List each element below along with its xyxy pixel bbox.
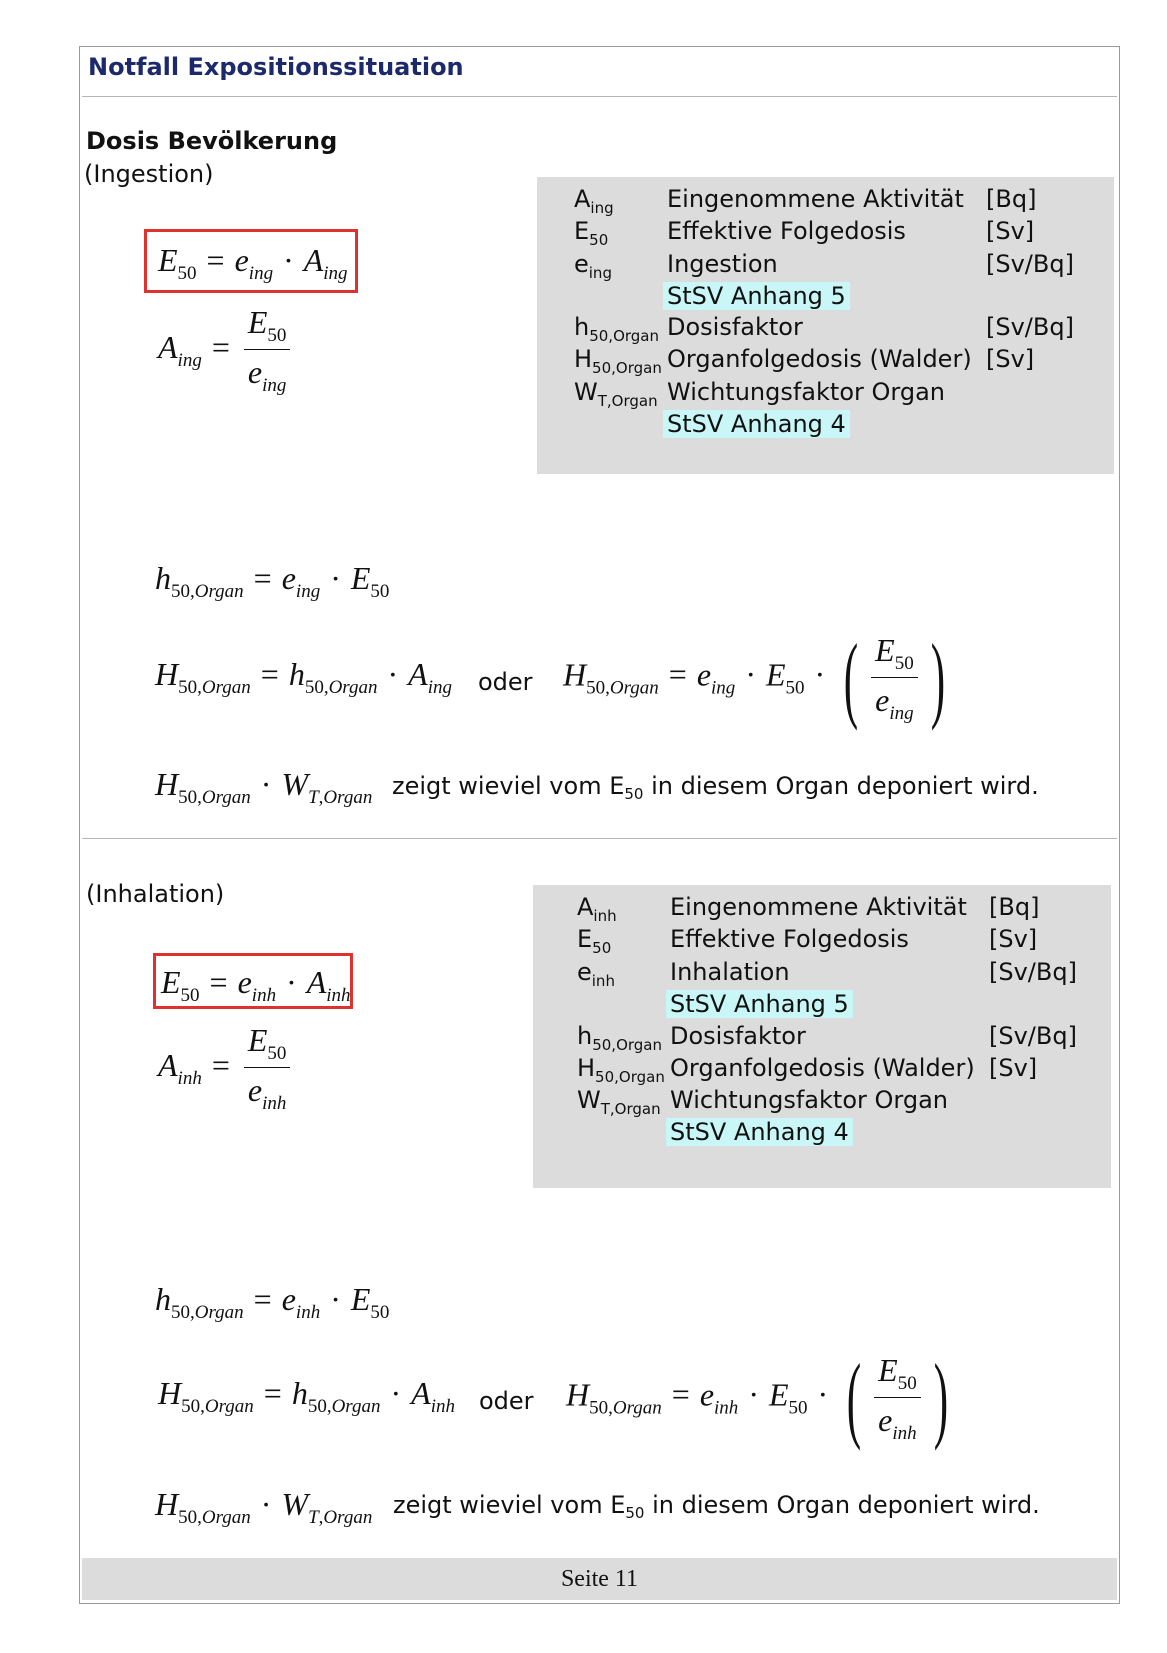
legend-reference-note xyxy=(667,410,850,438)
legend-symbol-base: W xyxy=(574,378,598,406)
inhalation-key-formula: $E_{50} = e_{inh} \cdot A_{inh}$ xyxy=(161,964,351,1006)
legend-symbol-base: h xyxy=(577,1022,593,1050)
inhalation-legend xyxy=(533,885,1111,1188)
legend-symbol-subscript: 50,Organ xyxy=(592,1036,663,1054)
legend-symbol-base: h xyxy=(574,313,590,341)
inhalation-organ-dose-formula: $H_{50,Organ} = h_{50,Organ} \cdot A_{inh}$ xyxy=(158,1375,455,1417)
legend-unit: [Sv] xyxy=(986,345,1035,373)
legend-description: Effektive Folgedosis xyxy=(667,217,906,245)
legend-description: Inhalation xyxy=(670,958,790,986)
legend-unit: [Bq] xyxy=(986,185,1037,213)
legend-symbol-subscript: ing xyxy=(588,264,612,282)
legend-symbol-base: H xyxy=(574,345,593,373)
inhalation-label: (Inhalation) xyxy=(86,880,225,908)
legend-symbol-base: E xyxy=(574,217,590,245)
inhalation-explanation: zeigt wieviel vom $E_{50}$ in diesem Organ deponiert wird. xyxy=(393,1491,1040,1522)
legend-description: Dosisfaktor xyxy=(670,1022,806,1050)
legend-description: Ingestion xyxy=(667,250,778,278)
legend-unit: [Sv/Bq] xyxy=(986,313,1074,341)
legend-reference-highlight: StSV Anhang 4 xyxy=(663,410,850,438)
legend-symbol xyxy=(574,345,662,377)
legend-symbol-subscript: 50,Organ xyxy=(595,1068,665,1086)
legend-symbol-subscript: 50 xyxy=(592,939,612,957)
legend-symbol xyxy=(577,1022,662,1054)
ingestion-explanation: zeigt wieviel vom $E_{50}$ in diesem Organ deponiert wird. xyxy=(392,772,1039,803)
legend-symbol-base: e xyxy=(574,250,589,278)
legend-symbol-base: H xyxy=(577,1054,596,1082)
legend-description: Effektive Folgedosis xyxy=(670,925,909,953)
legend-symbol xyxy=(574,378,658,410)
legend-symbol xyxy=(574,217,608,249)
ingestion-legend xyxy=(537,177,1114,474)
inhalation-dose-factor-formula: $h_{50,Organ} = e_{inh} \cdot E_{50}$ xyxy=(155,1281,390,1323)
legend-symbol-subscript: 50 xyxy=(589,231,609,249)
legend-unit: [Sv/Bq] xyxy=(989,1022,1077,1050)
inhalation-activity-formula: $A_{inh}$ = $\frac{E_{50}}{e_{inh}}$ xyxy=(158,1024,294,1113)
legend-unit: [Sv/Bq] xyxy=(986,250,1074,278)
legend-reference-note xyxy=(670,1118,853,1146)
ingestion-organ-dose-alt-formula: $H_{50,Organ} = e_{ing} \cdot E_{50}$ · ( $\frac{E_{50}}{e_{ing}}$ ) xyxy=(563,624,945,731)
header-divider xyxy=(82,96,1117,97)
legend-symbol-base: e xyxy=(577,958,592,986)
legend-reference-highlight: StSV Anhang 4 xyxy=(666,1118,853,1146)
legend-symbol-subscript: inh xyxy=(591,972,615,990)
legend-unit: [Bq] xyxy=(989,893,1040,921)
legend-reference-note xyxy=(667,282,850,310)
legend-symbol-subscript: T,Organ xyxy=(600,1100,661,1118)
legend-reference-highlight: StSV Anhang 5 xyxy=(666,990,853,1018)
page-title: Notfall Expositionssituation xyxy=(88,53,464,81)
legend-description: Organfolgedosis (Walder) xyxy=(667,345,972,373)
legend-description: Wichtungsfaktor Organ xyxy=(670,1086,948,1114)
legend-unit: [Sv/Bq] xyxy=(989,958,1077,986)
legend-symbol-base: E xyxy=(577,925,593,953)
legend-reference-note xyxy=(670,990,853,1018)
legend-symbol xyxy=(574,250,612,282)
legend-unit: [Sv] xyxy=(989,925,1038,953)
ingestion-label: (Ingestion) xyxy=(84,160,214,188)
ingestion-organ-dose-formula: $H_{50,Organ} = h_{50,Organ} \cdot A_{ing}$ xyxy=(155,656,452,698)
legend-reference-highlight: StSV Anhang 5 xyxy=(663,282,850,310)
legend-symbol-subscript: 50,Organ xyxy=(592,359,662,377)
legend-symbol-base: A xyxy=(577,893,594,921)
inhalation-organ-dose-alt-formula: $H_{50,Organ} = e_{inh} \cdot E_{50}$ · ( $\frac{E_{50}}{e_{inh}}$ ) xyxy=(566,1344,948,1451)
page-footer xyxy=(82,1558,1117,1600)
legend-symbol-subscript: 50,Organ xyxy=(589,327,660,345)
legend-symbol xyxy=(574,185,614,217)
section-heading: Dosis Bevölkerung xyxy=(86,127,338,155)
legend-symbol xyxy=(574,313,659,345)
legend-description: Wichtungsfaktor Organ xyxy=(667,378,945,406)
legend-symbol xyxy=(577,958,615,990)
ingestion-weighting-formula: $H_{50,Organ} \cdot W_{T,Organ}$ xyxy=(155,766,373,808)
inhalation-oder: oder xyxy=(479,1387,534,1415)
legend-symbol-subscript: ing xyxy=(590,199,614,217)
legend-description: Dosisfaktor xyxy=(667,313,803,341)
ingestion-activity-formula: $A_{ing}$ = $\frac{E_{50}}{e_{ing}}$ xyxy=(158,306,294,395)
ingestion-key-formula: $E_{50} = e_{ing} \cdot A_{ing}$ xyxy=(158,242,348,284)
legend-unit: [Sv] xyxy=(989,1054,1038,1082)
legend-symbol-subscript: inh xyxy=(593,907,617,925)
legend-symbol xyxy=(577,1054,665,1086)
legend-symbol-subscript: T,Organ xyxy=(597,392,658,410)
legend-description: Organfolgedosis (Walder) xyxy=(670,1054,975,1082)
legend-symbol xyxy=(577,893,617,925)
legend-symbol xyxy=(577,1086,661,1118)
ingestion-oder: oder xyxy=(478,668,533,696)
legend-symbol xyxy=(577,925,611,957)
legend-description: Eingenommene Aktivität xyxy=(670,893,967,921)
ingestion-dose-factor-formula: $h_{50,Organ} = e_{ing} \cdot E_{50}$ xyxy=(155,560,390,602)
page-number: Seite 11 xyxy=(560,1566,639,1592)
legend-description: Eingenommene Aktivität xyxy=(667,185,964,213)
legend-unit: [Sv] xyxy=(986,217,1035,245)
inhalation-weighting-formula: $H_{50,Organ} \cdot W_{T,Organ}$ xyxy=(155,1486,373,1528)
legend-symbol-base: W xyxy=(577,1086,601,1114)
legend-symbol-base: A xyxy=(574,185,591,213)
section-divider xyxy=(82,838,1117,839)
